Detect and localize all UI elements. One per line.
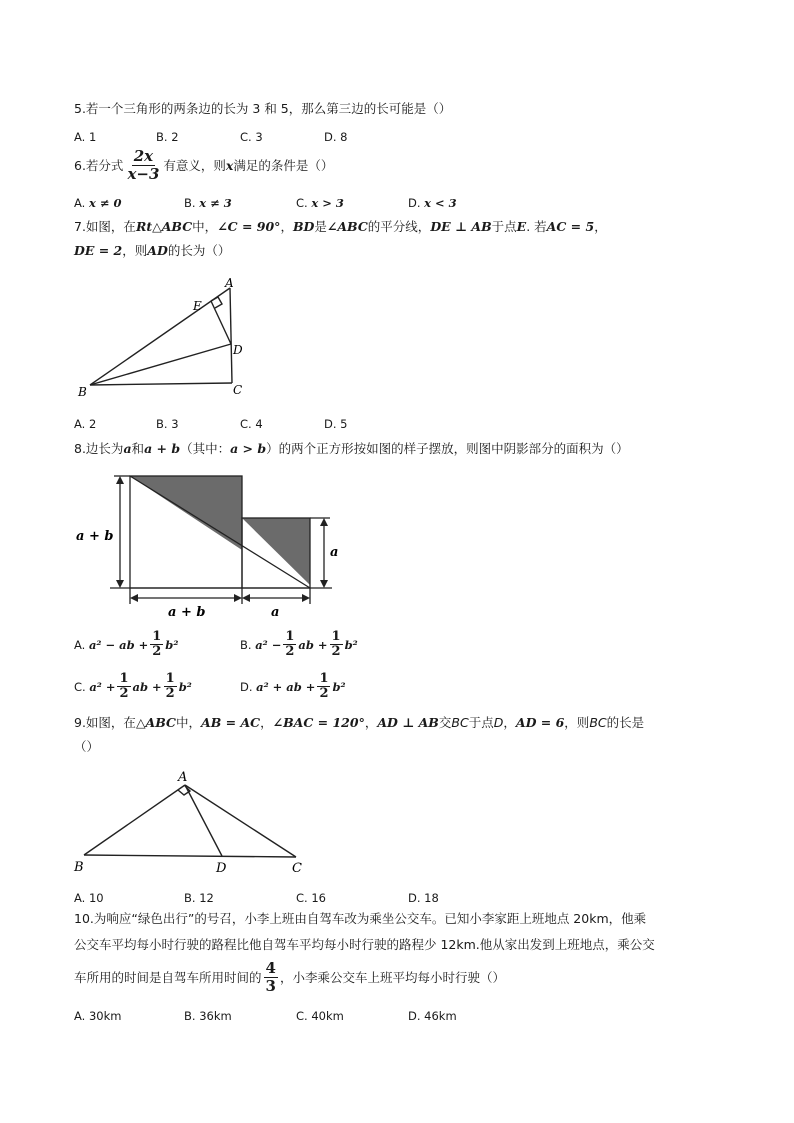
question-9-line2: （） [74,739,100,754]
question-9-line1: 9.如图，在△ABC中，AB = AC，∠BAC = 120°，AD ⊥ AB交BC于点D，AD = 6，则BC的长是 [74,715,645,730]
q9-option-b: B. 12 [184,891,214,905]
q9-label-d: D [216,861,227,876]
q9-option-d: D. 18 [408,891,439,905]
q8-option-a: A. a² − ab + $\frac{1}{2}$ b² [74,629,179,659]
q7-option-a: A. 2 [74,417,97,431]
q9-segment-ac [185,785,296,857]
q9-option-a: A. 10 [74,891,104,905]
q8-label-left: a + b [76,529,114,544]
q8-option-d: D. a² + ab + $\frac{1}{2}$ b² [240,671,346,701]
question-5-text: 5.若一个三角形的两条边的长为 3 和 5，那么第三边的长可能是（） [74,101,452,116]
q8-label-bottom-left: a + b [168,605,206,620]
q8-option-c: C. a² + $\frac{1}{2}$ ab + $\frac{1}{2}$ b² [74,671,192,701]
q7-segment-de [211,301,231,344]
q7-option-b: B. 3 [156,417,179,431]
q9-segment-ad [185,785,222,856]
q7-segment-ca [230,288,232,383]
q5-option-b: B. 2 [156,130,179,144]
q5-option-d: D. 8 [324,130,348,144]
question-10-line1: 10.为响应“绿色出行”的号召，小李上班由自驾车改为乘坐公交车。已知小李家距上班地点 20km，他乘 [74,911,647,926]
q7-segment-ba [90,288,230,385]
q6-option-a: A. x ≠ 0 [74,196,122,210]
q9-label-c: C [292,861,302,876]
q7-figure [70,270,270,405]
question-10-line3: 车所用的时间是自驾车所用时间的 $\frac{4}{3}$ ，小李乘公交车上班平均每小时行驶（） [74,959,505,995]
q6-fraction [125,148,161,183]
q9-segment-bc [84,855,296,857]
q7-segment-bd [90,344,231,385]
q6-frac-den: x−3 [127,165,160,183]
question-7-line2: DE = 2，则AD的长为（） [74,243,231,258]
question-6-text [74,148,333,183]
q6-middle: 有意义，则 [163,157,226,173]
q9-option-c: C. 16 [296,891,326,905]
q8-label-right: a [330,545,339,560]
q10-option-a: A. 30km [74,1009,122,1023]
question-7-line1: 7.如图，在Rt△ABC中，∠C = 90°，BD是∠ABC的平分线，DE ⊥ AB于点E. 若AC = 5， [74,219,607,234]
q10-option-b: B. 36km [184,1009,232,1023]
q7-option-c: C. 4 [240,417,263,431]
q7-segment-bc [90,383,232,385]
q6-suffix: 满足的条件是（） [233,157,334,173]
q9-label-b: B [74,860,84,875]
q7-label-c: C [233,383,243,397]
q9-segment-ab [84,785,185,855]
q6-frac-num: 2x [133,147,154,165]
q7-right-angle-mark [211,297,222,308]
q7-label-b: B [78,385,87,399]
q8-option-b: B. a² − $\frac{1}{2}$ ab + $\frac{1}{2}$ b² [240,629,358,659]
q7-option-d: D. 5 [324,417,348,431]
q6-prefix: 6.若分式 [74,157,124,173]
q6-option-d: D. x < 3 [408,196,457,210]
q9-label-a: A [178,770,188,785]
q8-label-bottom-right: a [271,605,280,620]
q6-option-b: B. x ≠ 3 [184,196,232,210]
question-10-line2: 公交车平均每小时行驶的路程比他自驾车平均每小时行驶的路程少 12km.他从家出发到上班地点，乘公交 [74,937,655,952]
q6-var: x [225,157,234,173]
q10-option-c: C. 40km [296,1009,344,1023]
q5-option-a: A. 1 [74,130,97,144]
q6-option-c: C. x > 3 [296,196,344,210]
question-8-text: 8.边长为a和a + b（其中：a > b）的两个正方形按如图的样子摆放，则图中阴影部分的面积为（） [74,441,629,456]
q7-label-d: D [233,343,243,357]
q5-option-c: C. 3 [240,130,263,144]
q7-label-e: E [193,299,202,313]
q10-option-d: D. 46km [408,1009,457,1023]
q8-figure [70,470,360,620]
q7-label-a: A [225,276,234,290]
q9-figure [70,765,310,880]
